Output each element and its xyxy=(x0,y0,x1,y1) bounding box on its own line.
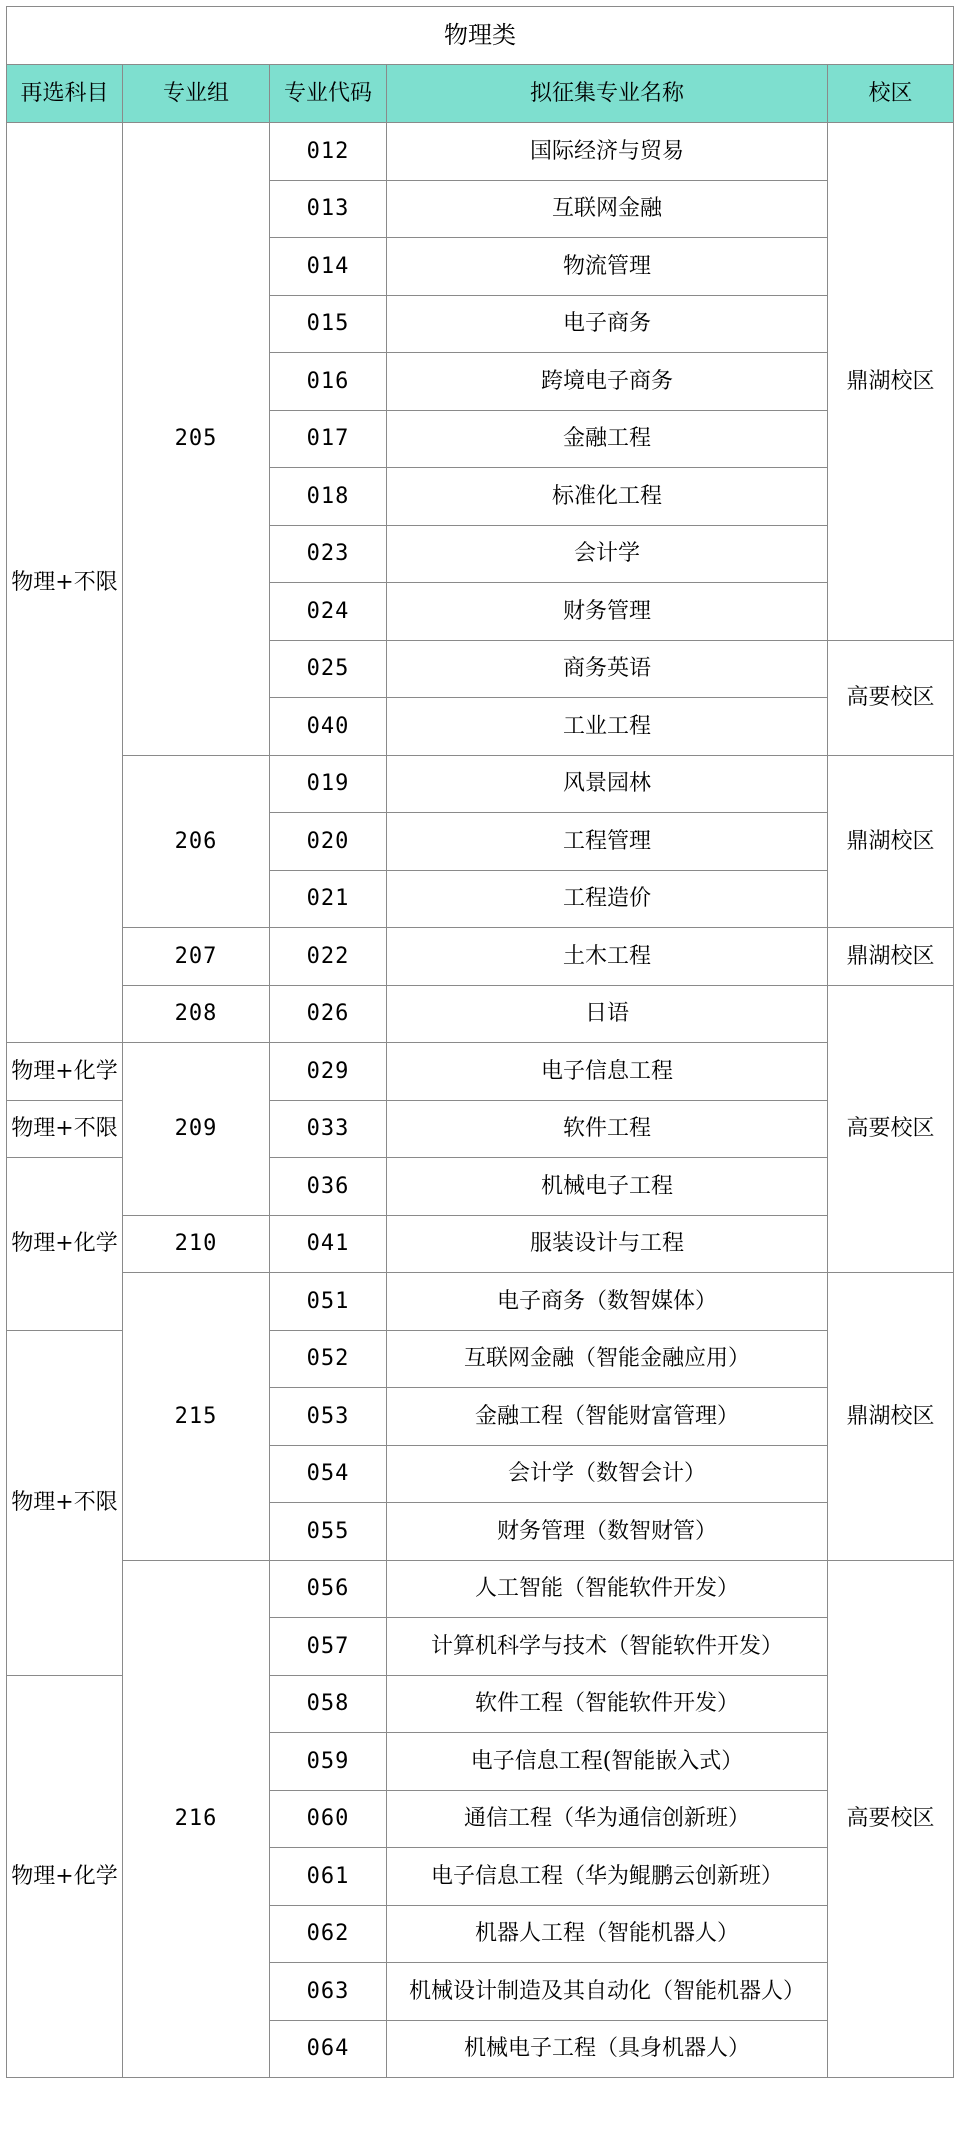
major-code-cell: 033 xyxy=(270,1100,387,1158)
major-code-cell: 014 xyxy=(270,238,387,296)
major-code-cell: 019 xyxy=(270,755,387,813)
major-name-cell: 电子商务（数智媒体） xyxy=(387,1273,828,1331)
major-name-cell: 机械电子工程（具身机器人） xyxy=(387,2020,828,2078)
major-name-cell: 人工智能（智能软件开发） xyxy=(387,1560,828,1618)
major-name-cell: 商务英语 xyxy=(387,640,828,698)
major-code-cell: 013 xyxy=(270,180,387,238)
table-row xyxy=(7,928,954,986)
major-name-cell: 机械电子工程 xyxy=(387,1158,828,1216)
major-code-cell: 051 xyxy=(270,1273,387,1331)
major-name-cell: 工业工程 xyxy=(387,698,828,756)
major-code-cell: 054 xyxy=(270,1445,387,1503)
subject-cell: 物理+不限 xyxy=(7,1330,123,1675)
major-code-cell: 022 xyxy=(270,928,387,986)
table-row xyxy=(7,985,954,1043)
table-body xyxy=(7,123,954,2078)
table-row xyxy=(7,123,954,181)
subject-cell: 物理+化学 xyxy=(7,1675,123,2078)
campus-cell: 鼎湖校区 xyxy=(828,123,954,641)
major-name-cell: 软件工程 xyxy=(387,1100,828,1158)
major-name-cell: 国际经济与贸易 xyxy=(387,123,828,181)
major-name-cell: 互联网金融 xyxy=(387,180,828,238)
major-name-cell: 土木工程 xyxy=(387,928,828,986)
campus-cell: 鼎湖校区 xyxy=(828,755,954,928)
table-row xyxy=(7,1215,954,1273)
major-code-cell: 041 xyxy=(270,1215,387,1273)
major-code-cell: 040 xyxy=(270,698,387,756)
major-group-cell: 210 xyxy=(123,1215,270,1273)
enrollment-table xyxy=(6,6,954,2078)
major-name-cell: 工程造价 xyxy=(387,870,828,928)
major-name-cell: 电子信息工程(智能嵌入式） xyxy=(387,1733,828,1791)
header-campus: 校区 xyxy=(828,65,954,123)
major-name-cell: 标准化工程 xyxy=(387,468,828,526)
table-title: 物理类 xyxy=(7,7,954,65)
major-name-cell: 计算机科学与技术（智能软件开发） xyxy=(387,1618,828,1676)
major-code-cell: 020 xyxy=(270,813,387,871)
major-group-cell: 215 xyxy=(123,1273,270,1561)
major-group-cell: 216 xyxy=(123,1560,270,2078)
major-name-cell: 跨境电子商务 xyxy=(387,353,828,411)
header-major-group: 专业组 xyxy=(123,65,270,123)
major-name-cell: 工程管理 xyxy=(387,813,828,871)
table-row xyxy=(7,755,954,813)
major-name-cell: 软件工程（智能软件开发） xyxy=(387,1675,828,1733)
major-name-cell: 电子信息工程 xyxy=(387,1043,828,1101)
major-name-cell: 风景园林 xyxy=(387,755,828,813)
major-code-cell: 061 xyxy=(270,1848,387,1906)
major-code-cell: 064 xyxy=(270,2020,387,2078)
major-code-cell: 062 xyxy=(270,1905,387,1963)
major-code-cell: 055 xyxy=(270,1503,387,1561)
table-row xyxy=(7,1560,954,1618)
major-code-cell: 029 xyxy=(270,1043,387,1101)
major-name-cell: 会计学（数智会计） xyxy=(387,1445,828,1503)
major-code-cell: 018 xyxy=(270,468,387,526)
campus-cell: 高要校区 xyxy=(828,1560,954,2078)
major-name-cell: 会计学 xyxy=(387,525,828,583)
table-row xyxy=(7,1273,954,1331)
major-group-cell: 206 xyxy=(123,755,270,928)
header-major-name: 拟征集专业名称 xyxy=(387,65,828,123)
header-subject: 再选科目 xyxy=(7,65,123,123)
major-name-cell: 物流管理 xyxy=(387,238,828,296)
major-name-cell: 电子信息工程（华为鲲鹏云创新班） xyxy=(387,1848,828,1906)
major-group-cell: 209 xyxy=(123,1043,270,1216)
major-group-cell: 205 xyxy=(123,123,270,756)
major-name-cell: 互联网金融（智能金融应用） xyxy=(387,1330,828,1388)
major-code-cell: 057 xyxy=(270,1618,387,1676)
enrollment-table-sheet xyxy=(6,6,953,2078)
major-group-cell: 207 xyxy=(123,928,270,986)
major-name-cell: 财务管理（数智财管） xyxy=(387,1503,828,1561)
major-code-cell: 023 xyxy=(270,525,387,583)
subject-cell: 物理+化学 xyxy=(7,1158,123,1331)
major-name-cell: 机械设计制造及其自动化（智能机器人） xyxy=(387,1963,828,2021)
campus-cell: 鼎湖校区 xyxy=(828,1273,954,1561)
subject-cell: 物理+不限 xyxy=(7,1100,123,1158)
major-code-cell: 053 xyxy=(270,1388,387,1446)
subject-cell: 物理+不限 xyxy=(7,123,123,1043)
major-code-cell: 015 xyxy=(270,295,387,353)
major-code-cell: 056 xyxy=(270,1560,387,1618)
table-row xyxy=(7,1043,954,1101)
major-name-cell: 服装设计与工程 xyxy=(387,1215,828,1273)
major-name-cell: 电子商务 xyxy=(387,295,828,353)
major-code-cell: 012 xyxy=(270,123,387,181)
campus-cell: 鼎湖校区 xyxy=(828,928,954,986)
major-code-cell: 016 xyxy=(270,353,387,411)
major-code-cell: 060 xyxy=(270,1790,387,1848)
major-code-cell: 058 xyxy=(270,1675,387,1733)
major-code-cell: 024 xyxy=(270,583,387,641)
major-name-cell: 通信工程（华为通信创新班） xyxy=(387,1790,828,1848)
major-name-cell: 金融工程（智能财富管理） xyxy=(387,1388,828,1446)
major-name-cell: 金融工程 xyxy=(387,410,828,468)
major-code-cell: 025 xyxy=(270,640,387,698)
major-code-cell: 059 xyxy=(270,1733,387,1791)
major-code-cell: 017 xyxy=(270,410,387,468)
major-code-cell: 021 xyxy=(270,870,387,928)
header-major-code: 专业代码 xyxy=(270,65,387,123)
subject-cell: 物理+化学 xyxy=(7,1043,123,1101)
major-code-cell: 063 xyxy=(270,1963,387,2021)
campus-cell: 高要校区 xyxy=(828,985,954,1273)
major-group-cell: 208 xyxy=(123,985,270,1043)
major-code-cell: 036 xyxy=(270,1158,387,1216)
major-code-cell: 052 xyxy=(270,1330,387,1388)
major-name-cell: 机器人工程（智能机器人） xyxy=(387,1905,828,1963)
campus-cell: 高要校区 xyxy=(828,640,954,755)
major-code-cell: 026 xyxy=(270,985,387,1043)
major-name-cell: 财务管理 xyxy=(387,583,828,641)
major-name-cell: 日语 xyxy=(387,985,828,1043)
